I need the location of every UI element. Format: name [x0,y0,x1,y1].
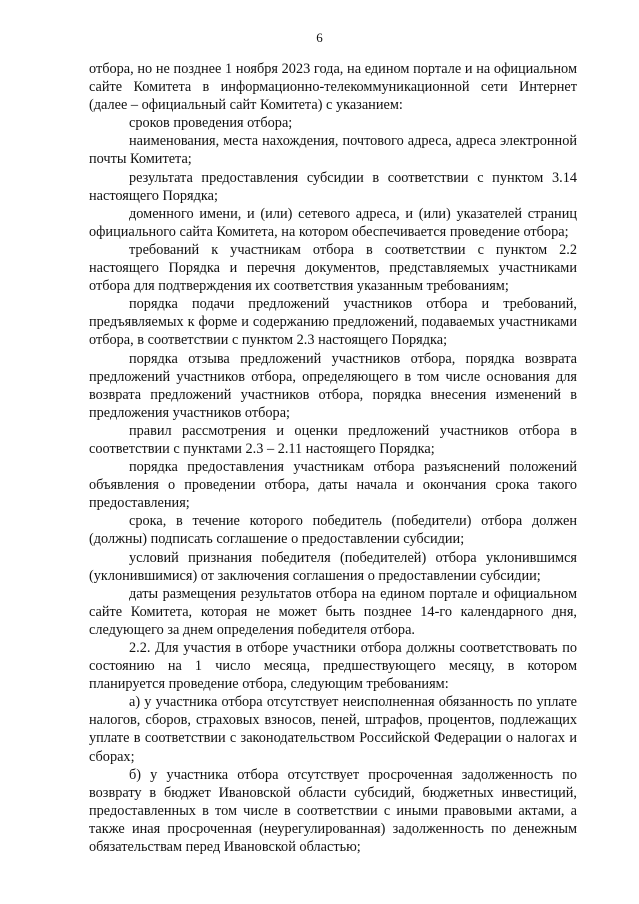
list-item-withdrawal-procedure: порядка отзыва предложений участников отбора, порядка возврата предложений участников отбора, определяющего в том числе основания для возврата предложений участников отбора, порядка внесения изменений в предложения участников отбора; [89,350,577,421]
requirement-a: а) у участника отбора отсутствует неисполненная обязанность по уплате налогов, сборов, страховых взносов, пеней, штрафов, процентов, подлежащих уплате в соответствии с законодательством Российской Федерации о налогах и сборах; [89,694,577,765]
list-item-submission-procedure: порядка подачи предложений участников отбора и требований, предъявляемых к форме и содержанию предложений, подаваемых участниками отбора, в соответствии с пунктом 2.3 настоящего Порядка; [89,296,577,349]
list-item-evasion-conditions: условий признания победителя (победителей) отбора уклонившимся (уклонившимися) от заключения соглашения о предоставлении субсидии; [89,549,577,584]
list-item-signing-deadline: срока, в течение которого победитель (победители) отбора должен (должны) подписать соглашение о предоставлении субсидии; [89,513,577,548]
section-2-2: 2.2. Для участия в отборе участники отбора должны соответствовать по состоянию на 1 число месяца, предшествующего месяцу, в котором планируется проведение отбора, следующим требованиям: [89,640,577,693]
list-item-participant-requirements: требований к участникам отбора в соответствии с пунктом 2.2 настоящего Порядка и перечня документов, представляемых участниками отбора для подтверждения их соответствия указанным требованиям; [89,241,577,295]
page-number: 6 [316,30,323,45]
list-item-results-publication: даты размещения результатов отбора на едином портале и официальном сайте Комитета, которая не может быть позднее 14-го календарного дня, следующего за днем определения победителя отбора. [89,585,577,638]
list-item-evaluation-rules: правил рассмотрения и оценки предложений участников отбора в соответствии с пунктами 2.3 – 2.11 настоящего Порядка; [89,422,577,457]
paragraph-continuation: отбора, но не позднее 1 ноября 2023 года, на едином портале и на официальном сайте Комитета в информационно-телекоммуникационной сети Интернет (далее – официальный сайт Комитета) с указанием: [89,61,577,114]
list-item-selection-period: сроков проведения отбора; [129,115,293,132]
list-item-clarification-procedure: порядка предоставления участникам отбора разъяснений положений объявления о проведении отбора, даты начала и окончания срока такого предоставления; [89,459,577,512]
list-item-domain-name: доменного имени, и (или) сетевого адреса, и (или) указателей страниц официального сайта Комитета, на котором обеспечивается проведение отбора; [89,205,577,240]
list-item-committee-address: наименования, места нахождения, почтового адреса, адреса электронной почты Комитета; [89,133,577,168]
document-body [89,60,577,856]
requirement-b: б) у участника отбора отсутствует просроченная задолженность по возврату в бюджет Ивановской области субсидий, бюджетных инвестиций, предоставленных в том числе в соответствии с иными правовыми актами, а также иная просроченная (неурегулированная) задолженность по денежным обязательствам перед Ивановской областью; [89,766,577,856]
list-item-subsidy-result: результата предоставления субсидии в соответствии с пунктом 3.14 настоящего Порядка; [89,169,577,204]
